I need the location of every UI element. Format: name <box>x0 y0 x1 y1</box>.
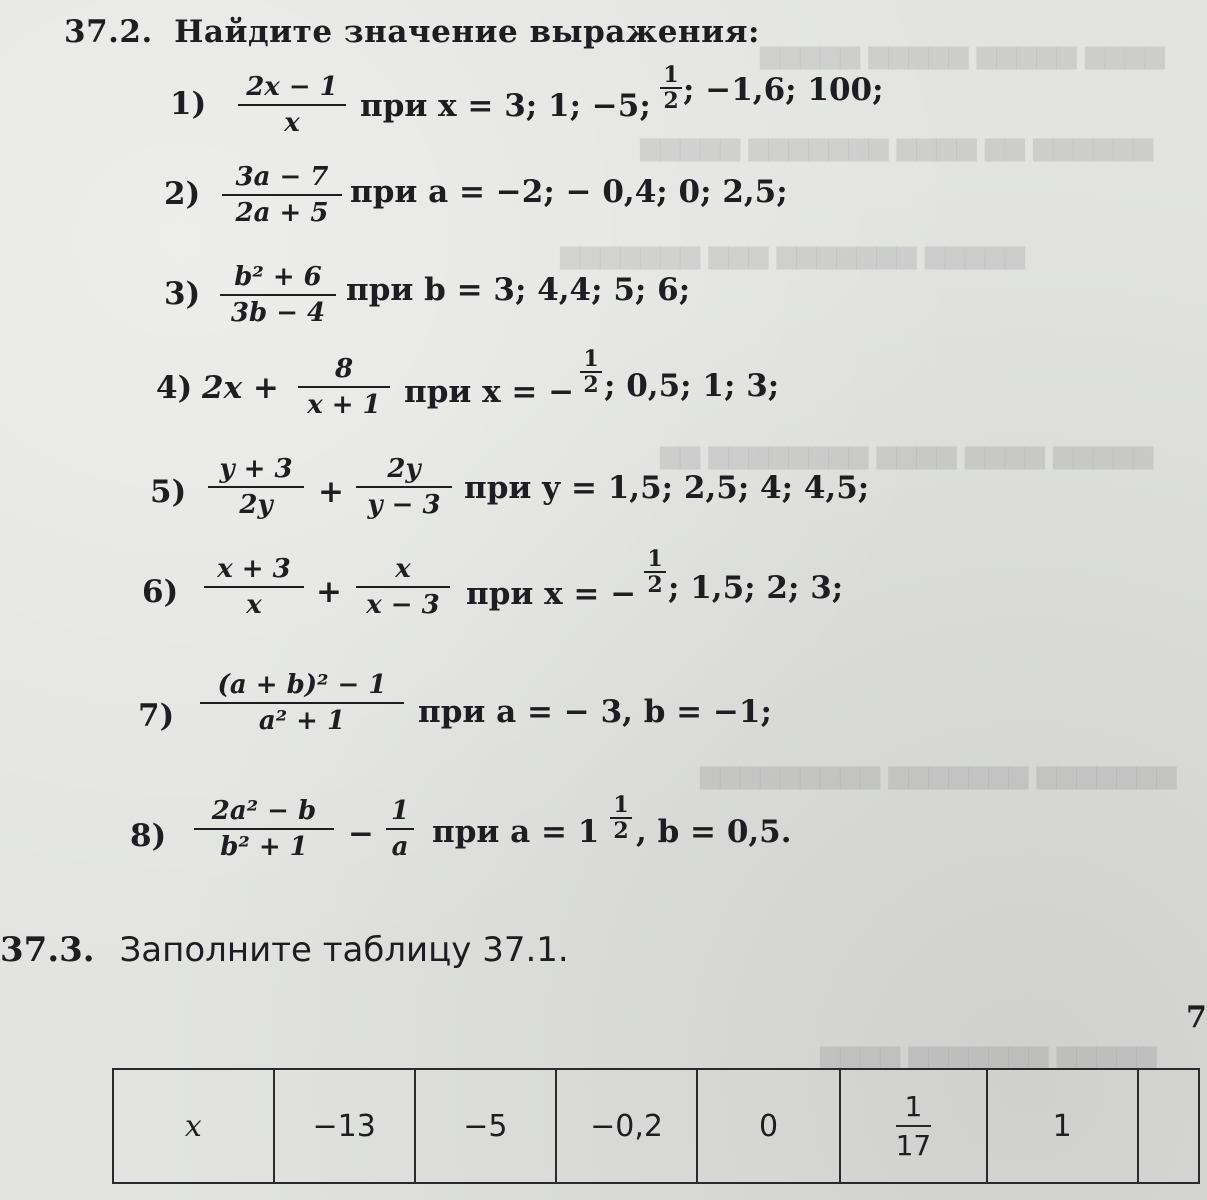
item-operator: + <box>316 574 342 610</box>
fraction: y + 3 2y <box>208 454 304 520</box>
problem-372-heading <box>64 14 760 50</box>
problem-373-heading <box>0 930 569 970</box>
item-condition: при x = − <box>466 576 637 612</box>
item-condition: при a = 1 <box>432 814 600 850</box>
item-condition: при a = − 3, b = −1; <box>418 694 772 730</box>
half-fraction: 1 2 <box>580 348 602 396</box>
table-cell-fraction: $\frac{1}{17}$ <box>840 1069 987 1183</box>
bleed-through-text: ▆▆▆▆▆ ▆▆▆▆▆▆▆ ▆▆▆▆ <box>820 1040 1157 1070</box>
item-label: 4) <box>156 370 193 406</box>
item-condition: при x = − <box>404 374 575 410</box>
item-condition: при x = 3; 1; −5; <box>360 88 651 124</box>
bleed-through-text: ▆▆▆▆▆▆ ▆▆ ▆▆▆▆ ▆▆▆▆▆▆▆ ▆▆▆▆▆ <box>640 132 1153 162</box>
bleed-through-text: ▆▆▆▆▆ ▆▆▆▆▆▆▆ ▆▆▆ ▆▆▆▆▆▆▆ <box>560 240 1025 270</box>
item-tail: ; 1,5; 2; 3; <box>668 570 844 606</box>
fraction: b² + 6 3b − 4 <box>220 262 336 328</box>
item-operator: − <box>348 816 374 852</box>
bleed-through-text: ▆▆▆▆ ▆▆▆▆▆ ▆▆▆▆▆ ▆▆▆▆▆ <box>760 40 1165 70</box>
fraction: 1 a <box>386 796 414 862</box>
problem-number: 37.3. <box>0 930 95 970</box>
table-header-cell: x <box>113 1069 274 1183</box>
fraction: (a + b)² − 1 a² + 1 <box>200 670 404 736</box>
fraction: 2a² − b b² + 1 <box>194 796 334 862</box>
edge-fragment: 7 <box>1186 1000 1207 1035</box>
item-label: 3) <box>164 276 201 312</box>
table-cell: −13 <box>274 1069 415 1183</box>
bleed-through-text: ▆▆▆▆▆ ▆▆▆▆ ▆▆▆▆ ▆▆▆▆▆▆▆▆ ▆▆ <box>660 440 1153 470</box>
table-cell: 0 <box>697 1069 840 1183</box>
item-lead: 2x + <box>202 370 279 406</box>
table-cell <box>1138 1069 1199 1183</box>
half-fraction: 1 2 <box>644 548 666 596</box>
item-condition: при y = 1,5; 2,5; 4; 4,5; <box>464 470 870 506</box>
table-row <box>113 1069 1199 1183</box>
item-label: 8) <box>130 818 167 854</box>
half-fraction: 1 2 <box>660 64 682 112</box>
fraction: 8 x + 1 <box>298 354 390 420</box>
problem-title: Заполните таблицу 37.1. <box>119 930 569 970</box>
fraction: x + 3 x <box>204 554 304 620</box>
item-label: 7) <box>138 698 175 734</box>
item-tail: , b = 0,5. <box>636 814 792 850</box>
fraction: 2y y − 3 <box>356 454 452 520</box>
item-condition: при b = 3; 4,4; 5; 6; <box>346 272 691 308</box>
table-cell: 1 <box>987 1069 1138 1183</box>
problem-title: Найдите значение выражения: <box>174 14 760 50</box>
fraction: 2x − 1 x <box>238 72 346 138</box>
fraction: 3a − 7 2a + 5 <box>222 162 342 228</box>
bleed-through-text: ▆▆▆▆▆▆▆ ▆▆▆▆▆▆▆ ▆▆▆▆▆▆▆▆▆ <box>700 760 1177 790</box>
item-label: 1) <box>170 86 207 122</box>
item-condition: при a = −2; − 0,4; 0; 2,5; <box>350 174 788 210</box>
item-label: 2) <box>164 176 201 212</box>
half-fraction: 1 2 <box>610 794 632 842</box>
problem-number: 37.2. <box>64 14 153 50</box>
item-label: 5) <box>150 474 187 510</box>
table-cell: −0,2 <box>556 1069 697 1183</box>
fraction: x x − 3 <box>356 554 450 620</box>
item-label: 6) <box>142 574 179 610</box>
item-tail: ; 0,5; 1; 3; <box>604 368 780 404</box>
item-tail: ; −1,6; 100; <box>683 72 884 108</box>
values-table <box>112 1068 1200 1184</box>
table-cell: −5 <box>415 1069 556 1183</box>
item-operator: + <box>318 474 344 510</box>
